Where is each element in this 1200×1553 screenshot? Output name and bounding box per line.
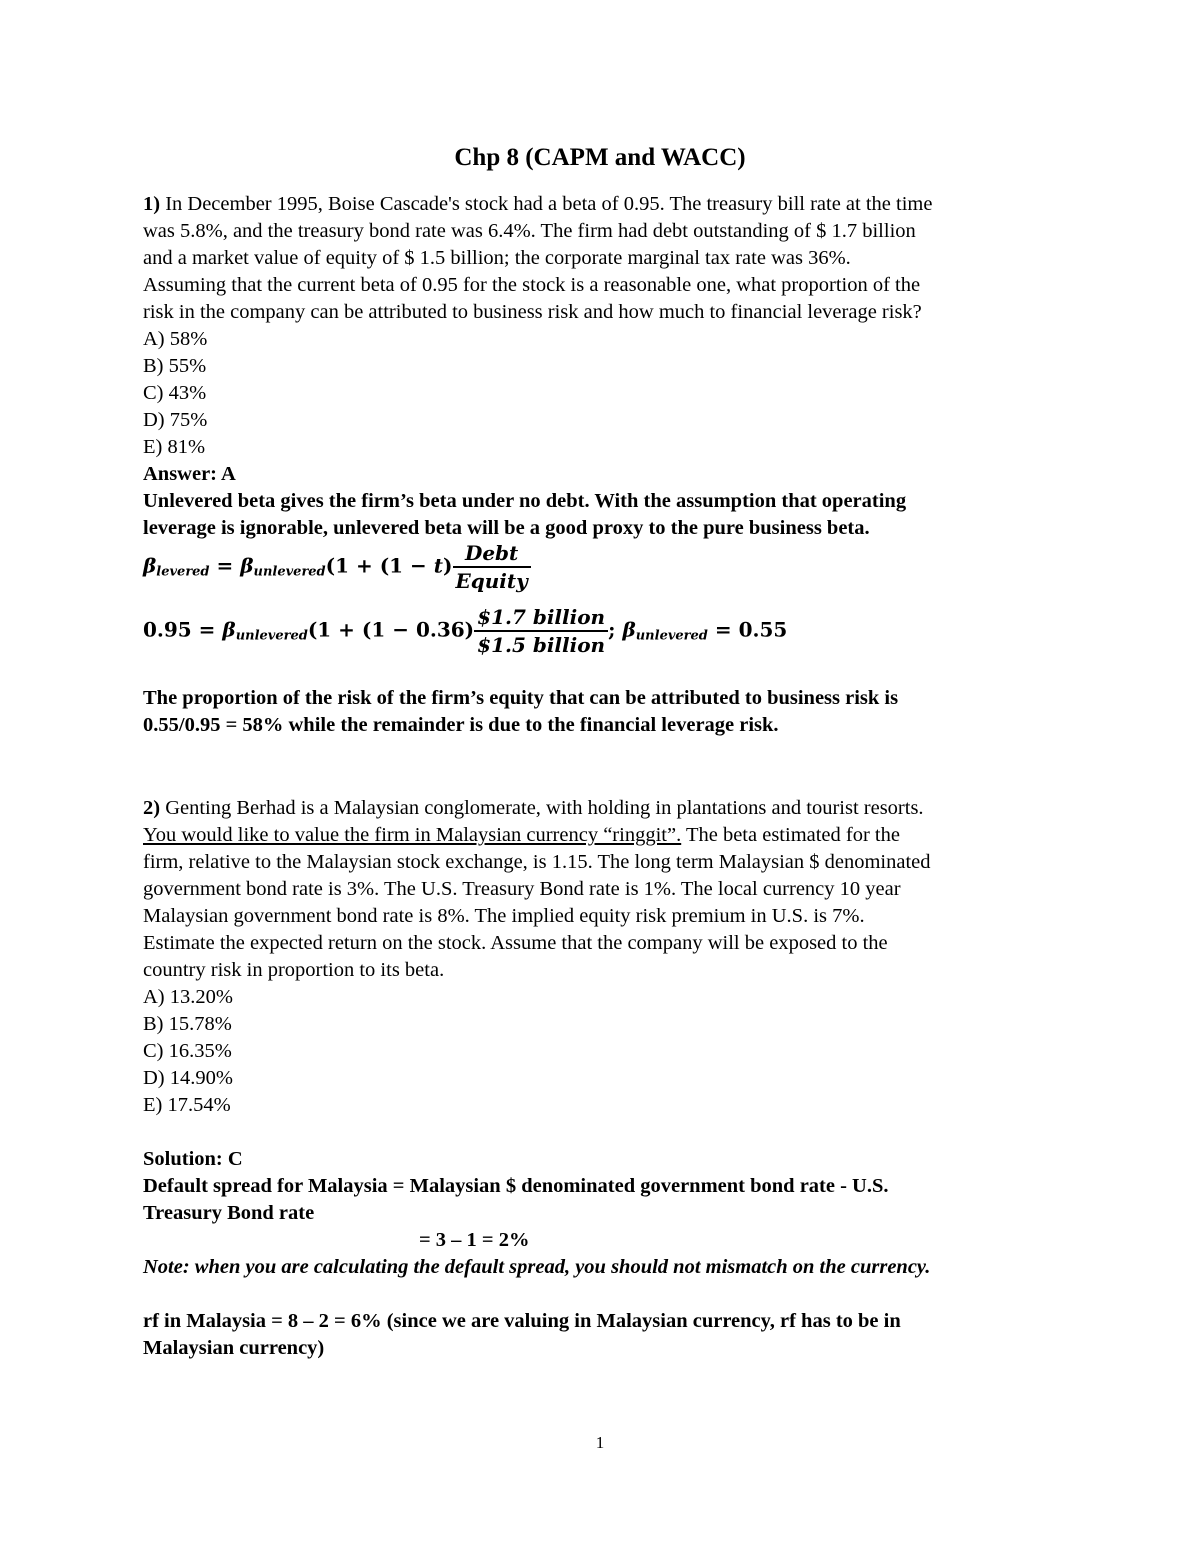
- q1-line-4: Assuming that the current beta of 0.95 for the stock is a reasonable one, what proportion of the: [143, 274, 921, 296]
- q1-conclusion: [143, 685, 1063, 739]
- q1-explanation-2: leverage is ignorable, unlevered beta will be a good proxy to the pure business beta.: [143, 517, 870, 539]
- q2-underlined-text: You would like to value the firm in Malaysian currency “ringgit”.: [143, 824, 682, 846]
- q2-line-3: firm, relative to the Malaysian stock exchange, is 1.15. The long term Malaysian $ denominated: [143, 851, 931, 873]
- q1-line-3: and a market value of equity of $ 1.5 billion; the corporate marginal tax rate was 36%.: [143, 247, 851, 269]
- levered-beta-formula: $\beta_{levered} = \beta_{unlevered}(1 + (1 - t)$ $\frac{\text{Debt}}{\text{Equity}}$: [143, 540, 531, 594]
- question-2: [143, 795, 1063, 1119]
- q2-option-d: D) 14.90%: [143, 1067, 233, 1089]
- q1-conclusion-1: The proportion of the risk of the firm’s equity that can be attributed to business risk is: [143, 687, 899, 709]
- q1-line-5: risk in the company can be attributed to business risk and how much to financial leverage risk?: [143, 301, 922, 323]
- unlevered-beta-calculation: $0.95 = \beta_{unlevered}(1 + (1 - 0.36)$ $\frac{\text{\$1.7 billion}}{\text{\$1.5 billion}}$ ; $\beta_{unlevered} = 0.55$: [143, 605, 788, 657]
- q2-line-2: You would like to value the firm in Malaysian currency “ringgit”. The beta estimated for the: [143, 824, 900, 846]
- q1-option-b: B) 55%: [143, 355, 207, 377]
- q1-number: 1): [143, 193, 161, 215]
- q2-number: 2): [143, 797, 161, 819]
- q2-rf-1: rf in Malaysia = 8 – 2 = 6% (since we are valuing in Malaysian currency, rf has to be in: [143, 1310, 901, 1332]
- debt-equity-fraction: $\frac{\text{Debt}}{\text{Equity}}$: [453, 540, 531, 594]
- q1-option-e: E) 81%: [143, 436, 206, 458]
- q2-default-spread-2: Treasury Bond rate: [143, 1202, 315, 1224]
- debt-equity-values-fraction: $\frac{\text{\$1.7 billion}}{\text{\$1.5 billion}}$: [474, 604, 608, 658]
- q2-line-4: government bond rate is 3%. The U.S. Treasury Bond rate is 1%. The local currency 10 year: [143, 878, 901, 900]
- q1-conclusion-2: 0.55/0.95 = 58% while the remainder is due to the financial leverage risk.: [143, 714, 779, 736]
- q1-option-a: A) 58%: [143, 328, 208, 350]
- q2-line-5: Malaysian government bond rate is 8%. The implied equity risk premium in U.S. is 7%.: [143, 905, 865, 927]
- q2-line-7: country risk in proportion to its beta.: [143, 959, 445, 981]
- q1-explanation-1: Unlevered beta gives the firm’s beta under no debt. With the assumption that operating: [143, 490, 907, 512]
- q2-spread-calc: = 3 – 1 = 2%: [419, 1229, 530, 1251]
- q1-option-c: C) 43%: [143, 382, 207, 404]
- page-number: 1: [595, 1433, 605, 1452]
- q1-line-1: 1) In December 1995, Boise Cascade's stock had a beta of 0.95. The treasury bill rate at the time: [143, 193, 933, 215]
- q2-rf-2: Malaysian currency): [143, 1337, 325, 1359]
- q2-line-6: Estimate the expected return on the stock. Assume that the company will be exposed to the: [143, 932, 888, 954]
- q2-option-c: C) 16.35%: [143, 1040, 232, 1062]
- q2-rf: [143, 1308, 1063, 1362]
- q2-solution: [143, 1146, 1063, 1281]
- q2-solution-label: Solution: C: [143, 1148, 243, 1170]
- question-1: [143, 191, 1063, 542]
- q2-option-b: B) 15.78%: [143, 1013, 232, 1035]
- q2-default-spread-1: Default spread for Malaysia = Malaysian $ denominated government bond rate - U.S.: [143, 1175, 889, 1197]
- q1-line-2: was 5.8%, and the treasury bond rate was 6.4%. The firm had debt outstanding of $ 1.7 billion: [143, 220, 916, 242]
- q2-option-a: A) 13.20%: [143, 986, 233, 1008]
- q2-line-1: 2) Genting Berhad is a Malaysian conglomerate, with holding in plantations and tourist resorts.: [143, 797, 924, 819]
- q2-note: Note: when you are calculating the default spread, you should not mismatch on the currency.: [143, 1256, 931, 1278]
- q1-option-d: D) 75%: [143, 409, 208, 431]
- q1-answer: Answer: A: [143, 463, 236, 485]
- q2-option-e: E) 17.54%: [143, 1094, 231, 1116]
- page-title: Chp 8 (CAPM and WACC): [454, 144, 746, 171]
